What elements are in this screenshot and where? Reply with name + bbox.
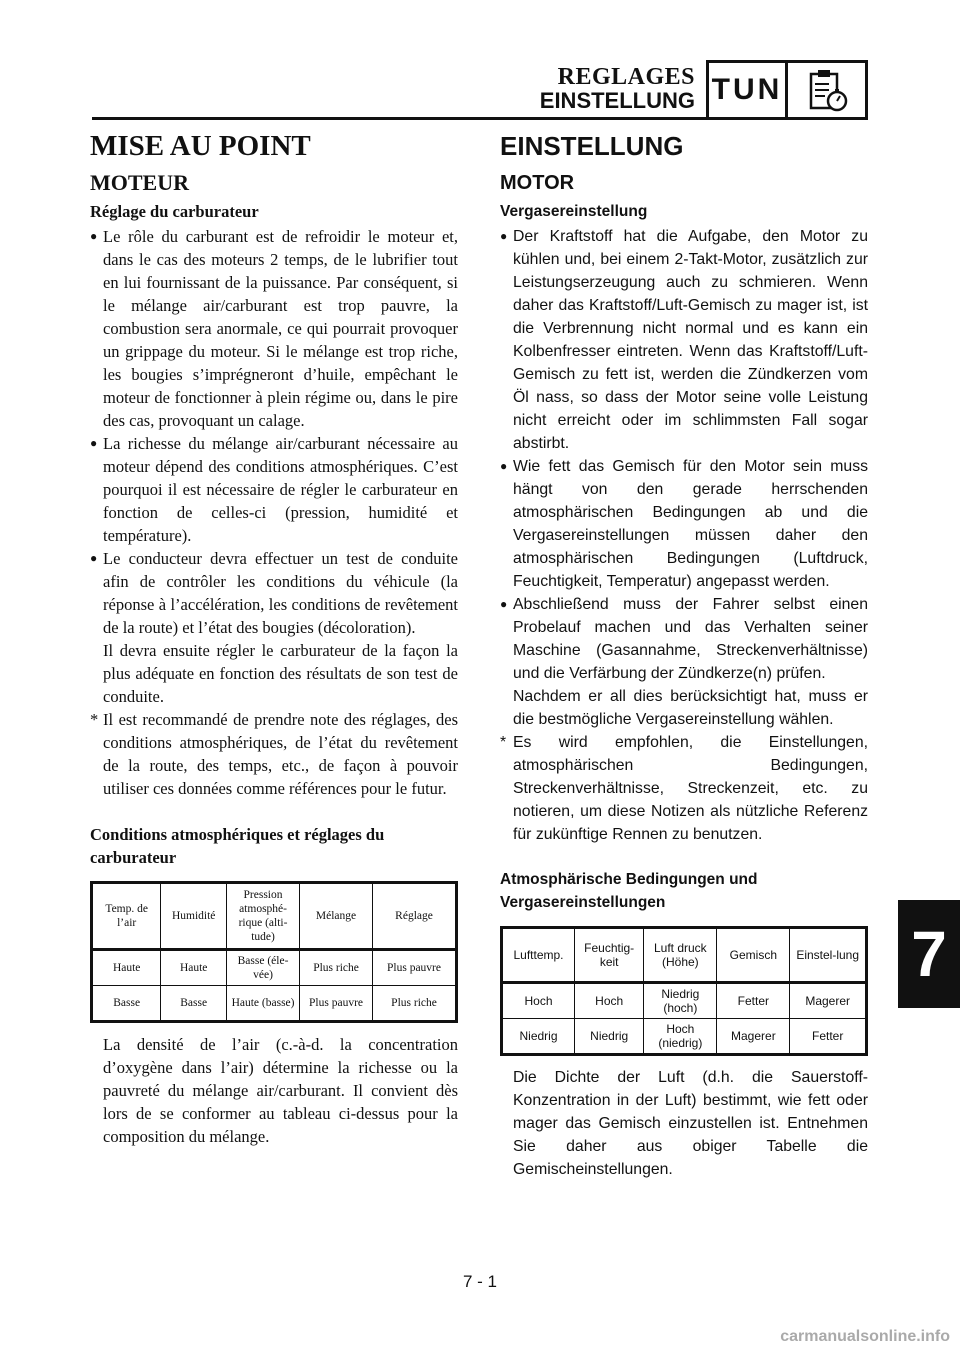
table-cell: Haute bbox=[161, 950, 227, 986]
section-code: TUN bbox=[711, 73, 783, 106]
table-cell: Plus pauvre bbox=[373, 950, 457, 986]
heading-de: EINSTELLUNG bbox=[500, 131, 684, 161]
table-title-fr: Conditions atmosphériques et réglages du carburateur bbox=[90, 825, 385, 867]
table-row bbox=[502, 1019, 867, 1055]
note-text: Il est recommandé de prendre note des réglages, des conditions atmosphériques, de l’état du revêtement de la route, des temps, etc., de façon à pouvoir utiliser ces données comme références pour le futur. bbox=[103, 710, 458, 798]
table-header-cell: Réglage bbox=[373, 883, 457, 950]
table-header-cell: Humidité bbox=[161, 883, 227, 950]
table-explanation-de: Die Dichte der Luft (d.h. die Sauerstoff-Konzentration in der Luft) bestimmt, wie fett oder mager das Gemisch einzustellen ist. Entnehmen Sie daher aus obiger Tabelle die Gemischeinstellungen. bbox=[513, 1069, 868, 1178]
table-cell: Magerer bbox=[790, 983, 867, 1019]
german-column bbox=[500, 126, 868, 1181]
bullet-item bbox=[500, 225, 868, 455]
chapter-number: 7 bbox=[911, 918, 947, 990]
table-cell: Niedrig bbox=[575, 1019, 644, 1055]
subheading-fr: MOTEUR bbox=[90, 170, 189, 195]
table-cell: Plus riche bbox=[300, 950, 373, 986]
note-marker: * bbox=[500, 734, 507, 751]
bullet-text: Wie fett das Gemisch für den Motor sein muss hängt von den gerade herrschenden atmosphärischen Bedingungen ab und die Vergasereinstellungen müssen daher den atmosphärischen Bedingungen (Luftdruck, Feuchtigkeit, Temperatur) angepasst werden. bbox=[513, 458, 868, 590]
carburetor-table-de bbox=[500, 926, 868, 1056]
table-cell: Plus riche bbox=[373, 986, 457, 1022]
table-header-cell: Lufttemp. bbox=[502, 928, 575, 983]
header-rule bbox=[92, 117, 868, 120]
bullet-item bbox=[90, 225, 458, 432]
header-title-de: EINSTELLUNG bbox=[539, 88, 695, 113]
table-header-cell: Mélange bbox=[300, 883, 373, 950]
french-column bbox=[90, 126, 458, 1148]
subheading-de: MOTOR bbox=[500, 172, 575, 194]
table-header-cell: Luft druck (Höhe) bbox=[644, 928, 717, 983]
section-title-de: Vergasereinstellung bbox=[500, 203, 648, 220]
bullet-marker: ● bbox=[90, 229, 98, 243]
table-cell: Basse bbox=[161, 986, 227, 1022]
table-cell: Fetter bbox=[790, 1019, 867, 1055]
table-header-cell: Temp. de l’air bbox=[92, 883, 161, 950]
bullet-text: La richesse du mélange air/carburant nécessaire au moteur dépend des conditions atmosphériques. C’est pourquoi il est nécessaire de régler le carburateur en fonction de celles-ci (pression, humidité et température). bbox=[103, 434, 458, 545]
table-header-cell: Gemisch bbox=[717, 928, 790, 983]
carburetor-table-fr bbox=[90, 881, 458, 1023]
table-explanation-fr: La densité de l’air (c.-à-d. la concentration d’oxygène dans l’air) détermine la richesse ou la pauvreté du mélange air/carburant. Il convient dès lors de se conformer au tableau ci-dessus pour la composition du mélange. bbox=[103, 1035, 458, 1146]
note-item bbox=[90, 708, 458, 800]
header-title-fr: REGLAGES bbox=[557, 64, 695, 90]
note-text: Es wird empfohlen, die Einstellungen, atmosphärischen Bedingungen, Streckenverhältnisse, Streckenzeit, etc. zu notieren, um diese Notizen als nützliche Referenz für zukünftige Rennen zu benutzen. bbox=[513, 734, 868, 843]
bullet-continuation: Il devra ensuite régler le carburateur de la façon la plus adéquate en fonction des résultats de son test de conduite. bbox=[103, 641, 458, 706]
table-header-cell: Feuchtig-keit bbox=[575, 928, 644, 983]
table-cell: Basse (éle-vée) bbox=[227, 950, 300, 986]
table-cell: Hoch bbox=[502, 983, 575, 1019]
bullet-item bbox=[500, 593, 868, 685]
heading-fr: MISE AU POINT bbox=[90, 130, 311, 162]
watermark: carmanualsonline.info bbox=[780, 1328, 950, 1345]
bullet-continuation: Nachdem er all dies berücksichtigt hat, muss er die bestmögliche Vergasereinstellung wählen. bbox=[513, 688, 868, 728]
bullet-item bbox=[90, 547, 458, 639]
bullet-item bbox=[500, 455, 868, 593]
bullet-text: Der Kraftstoff hat die Aufgabe, den Motor zu kühlen und, bei einem 2-Takt-Motor, zusätzlich zur Leistungserzeugung auch zu schmieren. Wenn daher das Kraftstoff/Luft-Gemisch zu mager ist, ist die Verbrennung nicht normal und es kann ein Kolbenfresser eintreten. Wenn das Kraftstoff/Luft-Gemisch zu fett ist, werden die Zündkerzen vom Öl nass, so dass der Motor seine volle Leistung nicht erreicht oder im schlimmsten Fall sogar abstirbt. bbox=[513, 228, 868, 452]
table-cell: Basse bbox=[92, 986, 161, 1022]
table-cell: Niedrig bbox=[502, 1019, 575, 1055]
bullet-text: Le rôle du carburant est de refroidir le moteur et, dans le cas des moteurs 2 temps, de le lubrifier tout en lui fournissant de la puissance. Par conséquent, si le mélange air/carburant est trop pauvre, la combustion sera anormale, ce qui pourrait provoquer un grippage du moteur. Si le mélange est trop riche, les bougies s’imprégneront d’huile, empêchant le moteur de fonctionner à plein régime ou, dans le pire des cas, provoquant un calage. bbox=[103, 227, 458, 430]
bullet-marker: ● bbox=[90, 436, 98, 450]
table-header-cell: Einstel-lung bbox=[790, 928, 867, 983]
table-cell: Hoch bbox=[575, 983, 644, 1019]
note-marker: * bbox=[90, 710, 99, 729]
table-cell: Haute (basse) bbox=[227, 986, 300, 1022]
table-cell: Hoch (niedrig) bbox=[644, 1019, 717, 1055]
table-header-cell: Pression atmosphé-rique (alti-tude) bbox=[227, 883, 300, 950]
table-title-de: Atmosphärische Bedingungen und Vergasereinstellungen bbox=[500, 871, 758, 911]
note-item bbox=[500, 731, 868, 846]
table-row bbox=[502, 983, 867, 1019]
section-title-fr: Réglage du carburateur bbox=[90, 202, 259, 221]
bullet-marker: ● bbox=[500, 597, 508, 611]
table-cell: Plus pauvre bbox=[300, 986, 373, 1022]
chapter-tab bbox=[898, 900, 960, 1008]
bullet-text: Le conducteur devra effectuer un test de conduite afin de contrôler les conditions du véhicule (la réponse à l’accélération, les conditions de revêtement de la route) et l’état des bougies (décoloration). bbox=[103, 549, 458, 637]
table-cell: Haute bbox=[92, 950, 161, 986]
table-cell: Niedrig (hoch) bbox=[644, 983, 717, 1019]
bullet-text: Abschließend muss der Fahrer selbst einen Probelauf machen und das Verhalten seiner Maschine (Gasannahme, Streckenverhältnisse) und die Verfärbung der Zündkerze(n) prüfen. bbox=[513, 596, 868, 682]
section-code-box bbox=[706, 60, 788, 117]
table-row bbox=[92, 950, 457, 986]
clipboard-stopwatch-icon bbox=[804, 67, 850, 113]
bullet-marker: ● bbox=[500, 459, 508, 473]
bullet-marker: ● bbox=[90, 551, 98, 565]
section-icon-box bbox=[788, 60, 868, 117]
bullet-item bbox=[90, 432, 458, 547]
page-number: 7 - 1 bbox=[462, 1272, 498, 1291]
table-cell: Fetter bbox=[717, 983, 790, 1019]
table-row bbox=[92, 986, 457, 1022]
table-cell: Magerer bbox=[717, 1019, 790, 1055]
bullet-marker: ● bbox=[500, 229, 508, 243]
